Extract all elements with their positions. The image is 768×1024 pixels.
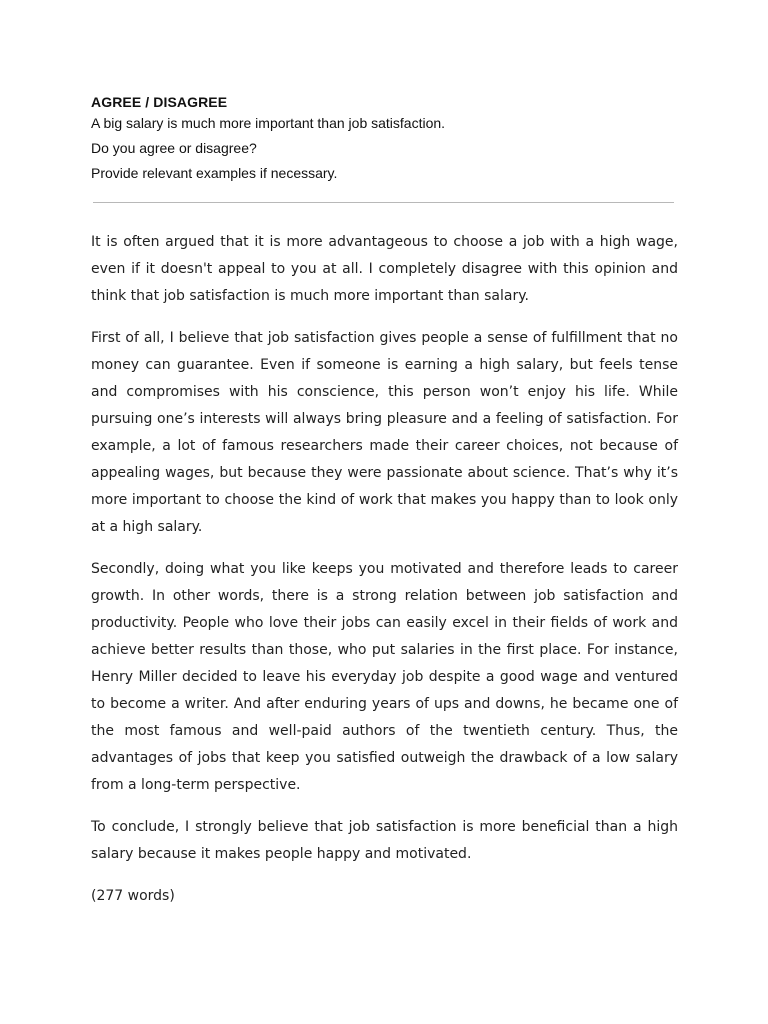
- section-divider: [93, 202, 674, 203]
- task-prompt: [91, 93, 691, 189]
- prompt-question: Do you agree or disagree?: [91, 140, 257, 156]
- essay-paragraph-second-argument: Secondly, doing what you like keeps you motivated and therefore leads to career growth. In other words, there is a strong relation between job satisfaction and productivity. People who love their jobs can easily excel in their fields of work and achieve better results than those, who put salaries in the first place. For instance, Henry Miller decided to leave his everyday job despite a good wage and ventured to become a writer. And after enduring years of ups and downs, he became one of the most famous and well-paid authors of the twentieth century. Thus, the advantages of jobs that keep you satisfied outweigh the drawback of a low salary from a long-term perspective.: [91, 561, 678, 793]
- essay-paragraph-first-argument: First of all, I believe that job satisfaction gives people a sense of fulfillment that no money can guarantee. Even if someone is earning a high salary, but feels tense and compromises with his conscience, this person won’t enjoy his life. While pursuing one’s interests will always bring pleasure and a feeling of satisfaction. For example, a lot of famous researchers made their career choices, not because of appealing wages, but because they were passionate about science. That’s why it’s more important to choose the kind of work that makes you happy than to look only at a high salary.: [91, 330, 678, 535]
- prompt-instruction: Provide relevant examples if necessary.: [91, 165, 338, 181]
- prompt-title: AGREE / DISAGREE: [91, 94, 228, 110]
- word-count: (277 words): [91, 888, 175, 904]
- prompt-statement: A big salary is much more important than job satisfaction.: [91, 115, 446, 131]
- essay-paragraph-intro: It is often argued that it is more advantageous to choose a job with a high wage, even if it doesn't appeal to you at all. I completely disagree with this opinion and think that job satisfaction is much more important than salary.: [91, 234, 678, 304]
- essay-paragraph-conclusion: To conclude, I strongly believe that job satisfaction is more beneficial than a high salary because it makes people happy and motivated.: [91, 819, 678, 862]
- essay-body: [91, 229, 678, 925]
